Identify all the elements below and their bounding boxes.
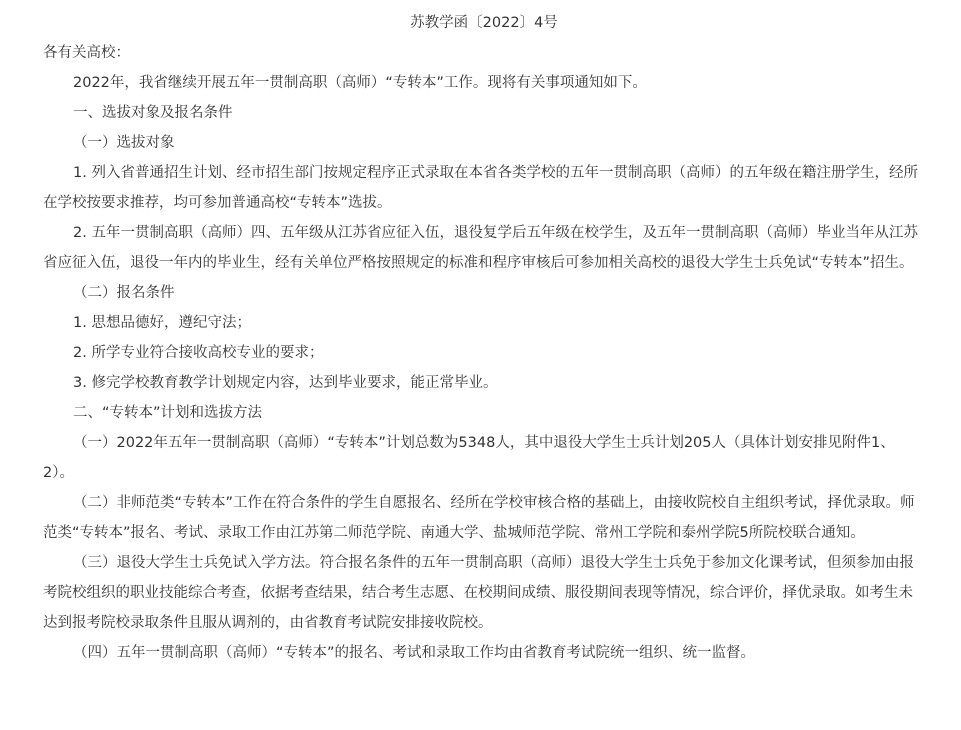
paragraph-1-2-item-2: 2. 所学专业符合接收高校专业的要求；: [73, 345, 324, 361]
document-number: 苏教学函〔2022〕4号: [410, 15, 558, 31]
paragraph-1-1-item-1: 1. 列入省普通招生计划、经市招生部门按规定程序正式录取在本省各类学校的五年一贯制高职（高师）的五年级在籍注册学生，经所在学校按要求推荐，均可参加普通高校“专转本”选拔。: [43, 165, 918, 211]
salutation: 各有关高校：: [43, 45, 130, 61]
section-heading-1: 一、选拔对象及报名条件: [73, 105, 233, 121]
subsection-heading-1-2: （二）报名条件: [73, 285, 175, 301]
paragraph-2-2: （二）非师范类“专转本”工作在符合条件的学生自愿报名、经所在学校审核合格的基础上，由接收院校自主组织考试，择优录取。师范类“专转本”报名、考试、录取工作由江苏第二师范学院、南通大学、盐城师范学院、常州工学院和泰州学院5所院校联合通知。: [43, 495, 915, 541]
paragraph-2-3: （三）退役大学生士兵免试入学方法。符合报名条件的五年一贯制高职（高师）退役大学生士兵免于参加文化课考试，但须参加由报考院校组织的职业技能综合考查，依据考查结果，结合考生志愿、在校期间成绩、服役期间表现等情况，综合评价，择优录取。如考生未达到报考院校录取条件且服从调剂的，由省教育考试院安排接收院校。: [43, 555, 914, 631]
paragraph-2-4: （四）五年一贯制高职（高师）“专转本”的报名、考试和录取工作均由省教育考试院统一组织、统一监督。: [73, 645, 756, 661]
paragraph-1-2-item-1: 1. 思想品德好，遵纪守法；: [73, 315, 251, 331]
paragraph-intro: 2022年，我省继续开展五年一贯制高职（高师）“专转本”工作。现将有关事项通知如下。: [73, 75, 647, 91]
subsection-heading-1-1: （一）选拔对象: [73, 135, 175, 151]
paragraph-2-1: （一）2022年五年一贯制高职（高师）“专转本”计划总数为5348人，其中退役大学生士兵计划205人（具体计划安排见附件1、2）。: [43, 435, 895, 481]
section-heading-2: 二、“专转本”计划和选拔方法: [73, 405, 263, 421]
paragraph-1-2-item-3: 3. 修完学校教育教学计划规定内容，达到毕业要求，能正常毕业。: [73, 375, 498, 391]
paragraph-1-1-item-2: 2. 五年一贯制高职（高师）四、五年级从江苏省应征入伍，退役复学后五年级在校学生，及五年一贯制高职（高师）毕业当年从江苏省应征入伍，退役一年内的毕业生，经有关单位严格按照规定的标准和程序审核后可参加相关高校的退役大学生士兵免试“专转本”招生。: [43, 225, 918, 271]
document-body: [43, 0, 925, 668]
